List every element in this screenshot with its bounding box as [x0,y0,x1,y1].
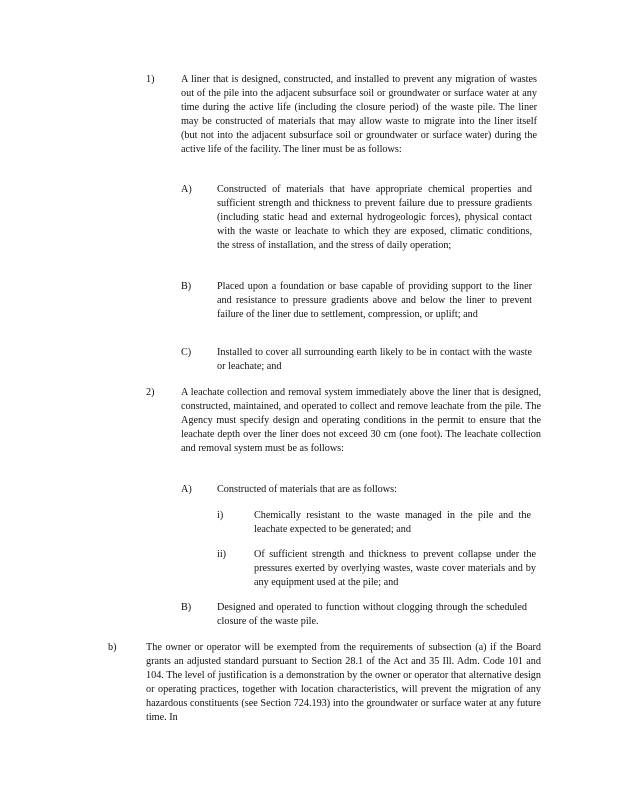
item-1B-label: B) [181,281,192,292]
item-2Ai-label: i) [217,510,224,521]
item-2Aii-label: ii) [217,549,227,560]
item-1B-text: Placed upon a foundation or base capable of providing support to the liner and resistance to pressure gradients above and below the liner to prevent failure of the liner due to settlement, compression, or uplift; and [217,281,532,320]
item-2A-label: A) [181,484,192,495]
item-1A-label: A) [181,184,192,195]
item-1A-text: Constructed of materials that have appropriate chemical properties and sufficient strength and thickness to prevent failure due to pressure gradients (including static head and external hydrogeologic forces), physical contact with the waste or leachate to which they are exposed, climatic conditions, the stress of installation, and the stress of daily operation; [217,184,532,251]
item-1-text: A liner that is designed, constructed, and installed to prevent any migration of wastes out of the pile into the adjacent subsurface soil or groundwater or surface water at any time during the active life (including the closure period) of the waste pile. The liner may be constructed of materials that may allow waste to migrate into the liner itself (but not into the adjacent subsurface soil or groundwater or surface water) during the active life of the facility. The liner must be as follows: [181,74,537,155]
item-1C-text: Installed to cover all surrounding earth likely to be in contact with the waste or leachate; and [217,347,532,372]
item-2-label: 2) [146,387,155,398]
item-2Ai-text: Chemically resistant to the waste managed in the pile and the leachate expected to be generated; and [254,510,531,535]
item-1C-label: C) [181,347,192,358]
item-1-label: 1) [146,74,155,85]
item-b-text: The owner or operator will be exempted from the requirements of subsection (a) if the Board grants an adjusted standard pursuant to Section 28.1 of the Act and 35 Ill. Adm. Code 101 and 104. The level of justification is a demonstration by the owner or operator that alternative design or operating practices, together with location characteristics, will prevent the migration of any hazardous constituents (see Section 724.193) into the groundwater or surface water at any future time. In [146,642,541,723]
item-2A-text: Constructed of materials that are as follows: [217,484,397,495]
item-2Aii-text: Of sufficient strength and thickness to prevent collapse under the pressures exerted by overlying wastes, waste cover materials and by any equipment used at the pile; and [254,549,536,588]
item-2B-text: Designed and operated to function without clogging through the scheduled closure of the waste pile. [217,602,527,627]
item-b-label: b) [108,642,117,653]
item-2B-label: B) [181,602,192,613]
item-2-text: A leachate collection and removal system immediately above the liner that is designed, constructed, maintained, and operated to collect and remove leachate from the pile. The Agency must specify design and operating conditions in the permit to ensure that the leachate depth over the liner does not exceed 30 cm (one foot). The leachate collection and removal system must be as follows: [181,387,541,454]
